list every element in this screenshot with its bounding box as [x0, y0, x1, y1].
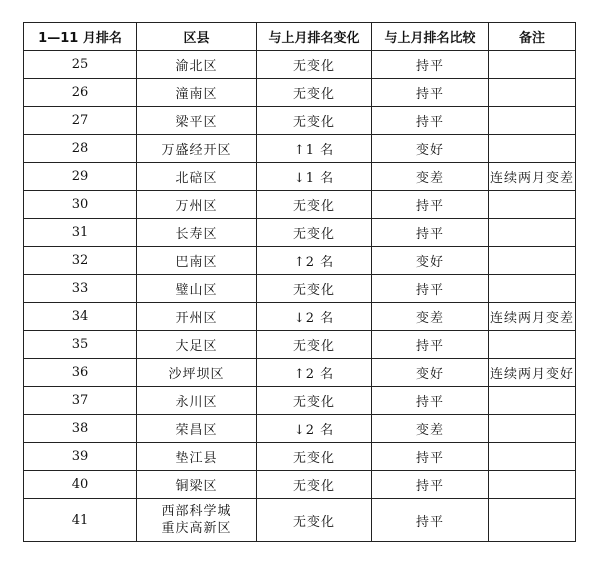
note-cell: [489, 51, 576, 79]
rank-cell: 37: [24, 387, 137, 415]
table-row: [24, 79, 576, 107]
district-cell: 梁平区: [137, 107, 257, 135]
district-cell: 巴南区: [137, 247, 257, 275]
rank-cell: 38: [24, 415, 137, 443]
header-change: 与上月排名变化: [257, 23, 372, 51]
table-row: [24, 107, 576, 135]
change-cell: 无变化: [257, 331, 372, 359]
table-row: [24, 415, 576, 443]
table-row: [24, 443, 576, 471]
change-cell: 无变化: [257, 275, 372, 303]
table-row: [24, 51, 576, 79]
compare-cell: 持平: [372, 275, 489, 303]
note-cell: 连续两月变差: [489, 303, 576, 331]
note-cell: [489, 219, 576, 247]
compare-cell: 变差: [372, 415, 489, 443]
compare-cell: 变差: [372, 163, 489, 191]
change-cell: ↓2 名: [257, 303, 372, 331]
change-cell: 无变化: [257, 443, 372, 471]
district-cell: 铜梁区: [137, 471, 257, 499]
note-cell: [489, 79, 576, 107]
compare-cell: 变好: [372, 247, 489, 275]
note-cell: [489, 191, 576, 219]
rank-cell: 41: [24, 499, 137, 542]
compare-cell: 持平: [372, 79, 489, 107]
note-cell: [489, 471, 576, 499]
change-cell: 无变化: [257, 107, 372, 135]
ranking-table: [23, 22, 576, 542]
rank-cell: 25: [24, 51, 137, 79]
compare-cell: 持平: [372, 107, 489, 135]
compare-cell: 持平: [372, 499, 489, 542]
district-cell: [137, 499, 257, 542]
district-cell: 永川区: [137, 387, 257, 415]
note-cell: 连续两月变差: [489, 163, 576, 191]
table-row: [24, 331, 576, 359]
compare-cell: 持平: [372, 219, 489, 247]
table-row: [24, 387, 576, 415]
table-row: [24, 219, 576, 247]
compare-cell: 变差: [372, 303, 489, 331]
table-row: [24, 135, 576, 163]
note-cell: [489, 387, 576, 415]
compare-cell: 持平: [372, 191, 489, 219]
compare-cell: 持平: [372, 443, 489, 471]
change-cell: 无变化: [257, 51, 372, 79]
change-cell: ↓2 名: [257, 415, 372, 443]
table-row: [24, 471, 576, 499]
rank-cell: 29: [24, 163, 137, 191]
header-compare: 与上月排名比较: [372, 23, 489, 51]
change-cell: 无变化: [257, 471, 372, 499]
rank-cell: 36: [24, 359, 137, 387]
district-cell: 大足区: [137, 331, 257, 359]
change-cell: 无变化: [257, 499, 372, 542]
district-cell: 潼南区: [137, 79, 257, 107]
rank-cell: 31: [24, 219, 137, 247]
note-cell: [489, 443, 576, 471]
ranking-table-container: [23, 22, 576, 542]
change-cell: 无变化: [257, 219, 372, 247]
compare-cell: 变好: [372, 359, 489, 387]
district-line-2: 重庆高新区: [161, 521, 232, 536]
change-cell: 无变化: [257, 79, 372, 107]
district-line-1: 西部科学城: [161, 504, 232, 519]
header-district: 区县: [137, 23, 257, 51]
note-cell: [489, 499, 576, 542]
rank-cell: 39: [24, 443, 137, 471]
note-cell: [489, 415, 576, 443]
district-cell: 渝北区: [137, 51, 257, 79]
rank-cell: 33: [24, 275, 137, 303]
rank-cell: 26: [24, 79, 137, 107]
change-cell: ↑2 名: [257, 247, 372, 275]
district-cell: 垫江县: [137, 443, 257, 471]
table-row: [24, 303, 576, 331]
table-row: [24, 275, 576, 303]
rank-cell: 40: [24, 471, 137, 499]
table-header-row: [24, 23, 576, 51]
district-cell: 沙坪坝区: [137, 359, 257, 387]
header-rank: 1—11 月排名: [24, 23, 137, 51]
rank-cell: 28: [24, 135, 137, 163]
note-cell: [489, 107, 576, 135]
table-row: [24, 359, 576, 387]
table-row: [24, 163, 576, 191]
note-cell: 连续两月变好: [489, 359, 576, 387]
change-cell: 无变化: [257, 387, 372, 415]
change-cell: ↑1 名: [257, 135, 372, 163]
compare-cell: 变好: [372, 135, 489, 163]
compare-cell: 持平: [372, 471, 489, 499]
note-cell: [489, 275, 576, 303]
note-cell: [489, 247, 576, 275]
district-cell: 荣昌区: [137, 415, 257, 443]
district-cell: 万州区: [137, 191, 257, 219]
note-cell: [489, 331, 576, 359]
rank-cell: 35: [24, 331, 137, 359]
table-row: [24, 247, 576, 275]
note-cell: [489, 135, 576, 163]
district-cell: 万盛经开区: [137, 135, 257, 163]
table-row: [24, 191, 576, 219]
compare-cell: 持平: [372, 387, 489, 415]
rank-cell: 30: [24, 191, 137, 219]
rank-cell: 34: [24, 303, 137, 331]
header-note: 备注: [489, 23, 576, 51]
district-cell: 璧山区: [137, 275, 257, 303]
table-row: [24, 499, 576, 542]
compare-cell: 持平: [372, 51, 489, 79]
rank-cell: 32: [24, 247, 137, 275]
change-cell: 无变化: [257, 191, 372, 219]
change-cell: ↑2 名: [257, 359, 372, 387]
compare-cell: 持平: [372, 331, 489, 359]
district-cell: 长寿区: [137, 219, 257, 247]
district-cell: 开州区: [137, 303, 257, 331]
rank-cell: 27: [24, 107, 137, 135]
change-cell: ↓1 名: [257, 163, 372, 191]
district-cell: 北碚区: [137, 163, 257, 191]
